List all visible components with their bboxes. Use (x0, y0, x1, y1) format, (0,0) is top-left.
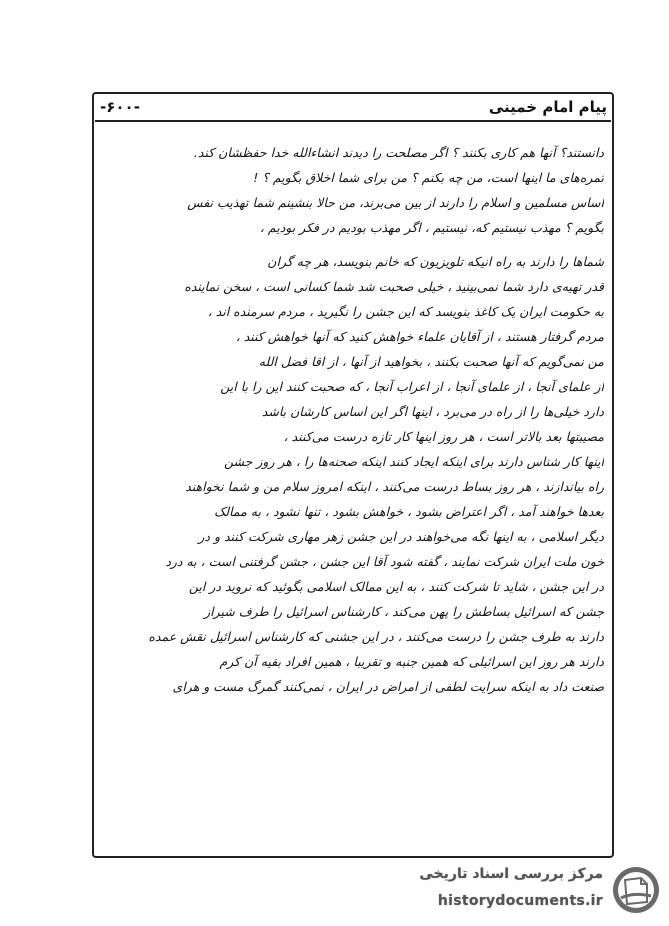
text-line: دانستند؟ آنها هم کاری بکنند ؟ اگر مصلحت را دیدند انشاءالله خدا حفظشان کند. (193, 145, 604, 160)
page-number: -۶۰۰- (100, 98, 140, 116)
text-line: به حکومت ایران یک کاغذ بنویسد که این جشن را نگیرید ، مردم سرمنده اند ، (207, 304, 604, 319)
text-line: مردم گرفتار هستند ، از آقایان علماء خواهش کنید که آنها خواهش کنند ، (235, 329, 604, 344)
header-divider (95, 120, 611, 122)
paragraph-1 (104, 140, 604, 240)
text-line: شما‌ها را دارند به راه انیکه تلویزیون که خانم بنویسد، هر چه گران (267, 254, 604, 269)
paragraph-2 (104, 249, 604, 699)
watermark-site: historydocuments.ir (437, 893, 603, 909)
text-line: اساس مسلمین و اسلام را دارند از بین می‌برند، من حالا بنشینم شما تهذیب نفس (187, 195, 604, 210)
text-line: دارند به طرف جشن را درست می‌کنند ، در این جشنی که کارشناس اسرائیل نقش عمده (148, 629, 604, 644)
text-line: خون ملت ایران شرکت نمایند ، گفته شود آقا این جشن ، جشن گرفتنی است ، به درد (165, 554, 604, 569)
text-line: صنعت داد به اینکه سرایت لطفی از امراض در ایران ، نمی‌کنند گمرگ مست و هرای (172, 679, 604, 694)
text-line: در این جشن ، شاید تا شرکت کنند ، به این ممالک اسلامی بگوئید که نروید در این (188, 579, 604, 594)
text-line: از علمای آنجا ، از علمای آنجا ، از اعراب آنجا ، که صحبت کنند این را با این (220, 379, 604, 394)
text-line: بگویم ؟ مهذب نیستیم که، نیستیم ، اگر مهذب بودیم در فکر بودیم ، (259, 220, 604, 235)
text-line: جشن که اسرائیل بساطش را پهن می‌کند ، کارشناس اسرائیل را طرف شیراز (204, 604, 604, 619)
text-line: ثمره‌های ما اینها است، من چه بکنم ؟ من برای شما اخلاق بگویم ؟ ! (253, 170, 604, 185)
text-line: من نمی‌گویم که آنها صحبت بکنند ، بخواهید از آنها ، از اقا فضل الله (258, 354, 604, 369)
text-line: مصیبتها بعد بالاتر است ، هر روز اینها کار تازه درست می‌کنند ، (283, 429, 604, 444)
text-line: بعدها خواهند آمد ، اگر اعتراض بشود ، خواهش بشود ، تنها نشود ، به ممالک (214, 504, 604, 519)
document-body (104, 140, 604, 699)
text-line: راه بیاندازند ، هر روز بساط درست می‌کنند ، اینکه امروز سلام من و شما نخواهند (185, 479, 604, 494)
document-folder-logo-icon (611, 864, 661, 916)
text-line: دارد خیلی‌ها را از راه در می‌برد ، اینها اگر این اساس کارشان باشد (261, 404, 604, 419)
page-header-title: پیام امام خمینی (488, 98, 607, 116)
paragraph-gap (104, 240, 604, 249)
text-line: دارند هر روز این اسرائیلی که همین جنبه و تقریبا ، همین افراد بقیه آن کرم (219, 654, 604, 669)
text-line: قدر تهیه‌ی دارد شما نمی‌بینید ، خیلی صحبت شد شما کسانی است ، سخن نماینده (184, 279, 604, 294)
text-line: اینها کار شناس دارند برای اینکه ایجاد کنند اینکه صحنه‌ها را ، هر روز جشن (224, 454, 604, 469)
text-line: دیگر اسلامی ، به اینها نگه می‌خواهند در این جشن زهر مهاری شرکت کنند و در (198, 529, 604, 544)
watermark-name: مرکز بررسی اسناد تاریخی (419, 866, 603, 882)
